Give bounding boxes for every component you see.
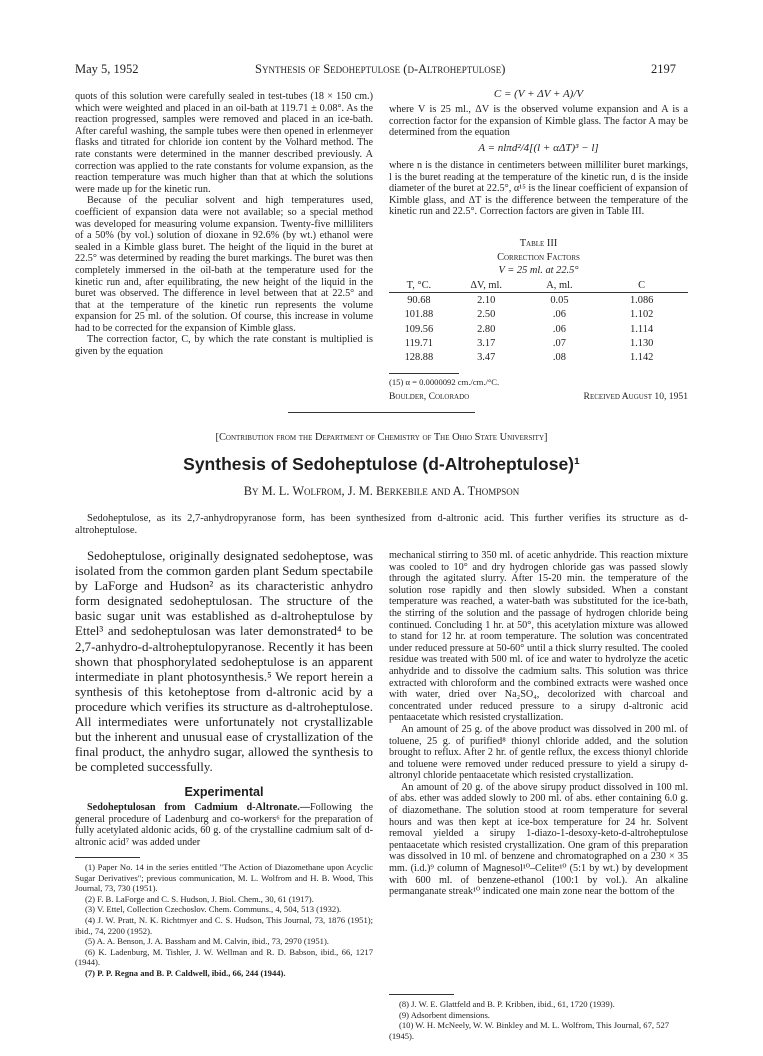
column-header: ΔV, ml.: [470, 279, 502, 291]
table-subtitle: Correction Factors: [497, 252, 580, 263]
footnote-rule: [389, 994, 454, 995]
footnote: (7) P. P. Regna and B. P. Caldwell, ibid., 66, 244 (1944).: [85, 967, 286, 978]
table-row: [389, 308, 688, 322]
table-cell: .07: [552, 337, 566, 349]
column-header: C: [638, 279, 646, 291]
section-heading-experimental: Experimental: [184, 785, 264, 799]
paragraph: An amount of 20 g. of the above sirupy product dissolved in 100 ml. of abs. ether was added slowly to 200 ml. of abs. ether containing 6.0 g. of diazomethane. The solution stood at room temperature for several hours and was then kept at ice-box temperature for 24 hr. Solvent removal yielded a sirupy 1-diazo-1-desoxy-keto-d-altroheptulose pentaacetate which resisted crystallization. One gram of this preparation was dissolved in 10 ml. of benzene and chromatographed on a 230 × 35 mm. (i.d.)⁹ column of Magnesol¹⁰–Celite¹⁰ (5:1 by wt.) by development with 600 ml. of benzene-ethanol (100:1 by vol.). An alkaline permanganate streak¹⁰ indicated one main zone near the bottom of the: [389, 781, 688, 898]
correction-factors-table: [389, 278, 688, 365]
table-cell: 119.71: [404, 337, 433, 349]
table-condition: V = 25 ml. at 22.5°: [498, 265, 579, 276]
lower-left-column: [75, 549, 373, 979]
footnote: (4) J. W. Pratt, N. K. Richtmyer and C. S. Hudson, This Journal, 73, 1876 (1951); ibid., 74, 2200 (1952).: [75, 914, 373, 936]
table-cell: 1.142: [629, 352, 654, 364]
paragraph: An amount of 25 g. of the above product was dissolved in 200 ml. of toluene, 25 g. of purified⁸ thionyl chloride added, and the solution brought to reflux. After 2 hr. of gentle reflux, the excess thionyl chloride and toluene were removed under reduced pressure to yield a sirupy d-altronyl chloride pentaacetate which resisted crystallization.: [389, 723, 688, 782]
experimental-paragraph: [75, 802, 373, 850]
footnote-rule: [75, 857, 140, 858]
paragraph: The correction factor, C, by which the rate constant is multiplied is given by the equation: [75, 334, 373, 358]
table-cell: 1.130: [629, 337, 654, 349]
table-header-row: [389, 278, 688, 292]
table-cell: 109.56: [404, 323, 434, 335]
footnotes: [389, 999, 688, 1041]
table-cell: .06: [552, 323, 566, 335]
authors: By M. L. Wolfrom, J. M. Berkebile and A. Thompson: [243, 484, 520, 498]
paragraph: where V is 25 ml., ΔV is the observed volume expansion and A is a correction factor for the expansion of Kimble glass. The factor A may be determined from the equation: [389, 104, 688, 139]
experimental-subheading: Sedoheptulosan from Cadmium d-Altronate.—: [87, 802, 310, 813]
table-cell: .06: [552, 309, 566, 321]
place: Boulder, Colorado: [389, 391, 470, 403]
intro-paragraph: Sedoheptulose, originally designated sedoheptose, was isolated from the common garden plant Sedum spectabile by LaForge and Hudson² as its characteristic anhydro form designated sedoheptulosan. The structure of the basic sugar unit was established as d-altroheptulose by Ettel³ and sedoheptulosan was later demonstrated⁴ to be 2,7-anhydro-d-altroheptulopyranose. Recently it has been shown that phosphorylated sedoheptulose is an apparent intermediate in plant photosynthesis.⁵ We report herein a synthesis of this ketoheptose from d-altronic acid by a procedure which verifies its structure as d-altroheptulose. All intermediates were unfortunately not crystallizable but the inherent and unusual ease of crystallization of the final product, the anhydro sugar, allowed the synthesis to be completed successfully.: [75, 549, 373, 775]
contribution-line: [Contribution from the Department of Chemistry of The Ohio State University]: [215, 432, 548, 443]
header-date: May 5, 1952: [75, 62, 139, 76]
table-cell: 2.10: [477, 294, 496, 306]
table-cell: 3.47: [477, 352, 496, 364]
top-left-column: [75, 91, 373, 391]
footnote: (2) F. B. LaForge and C. S. Hudson, J. Biol. Chem., 30, 61 (1917).: [85, 893, 314, 904]
footnote: (1) Paper No. 14 in the series entitled "The Action of Diazomethane upon Acyclic Sugar Derivatives"; previous communication, M. L. Wolfrom and H. B. Wood, This Journal, 73, 730 (1951).: [75, 862, 373, 894]
table-cell: 0.05: [550, 294, 569, 306]
table-cell: 128.88: [404, 352, 434, 364]
table-cell: 1.086: [629, 294, 654, 306]
footnote-rule: [389, 373, 459, 374]
column-header: T, °C.: [406, 279, 432, 291]
footnote: (8) J. W. E. Glattfeld and B. P. Kribben, ibid., 61, 1720 (1939).: [399, 999, 615, 1009]
article-title: Synthesis of Sedoheptulose (d-Altroheptulose)¹: [183, 454, 580, 474]
table-cell: 1.102: [629, 309, 654, 321]
received-date: Received August 10, 1951: [583, 391, 688, 403]
footnote: (10) W. H. McNeely, W. W. Binkley and M. L. Wolfrom, This Journal, 67, 527 (1945).: [389, 1020, 670, 1041]
footnote: (5) A. A. Benson, J. A. Bassham and M. Calvin, ibid., 73, 2970 (1951).: [85, 936, 329, 947]
article-divider: [288, 412, 475, 413]
table-row: [389, 293, 688, 307]
experimental-text: Following the general procedure of Ladenburg and co-workers⁶ for the preparation of fully acetylated aldonic acids, 60 g. of the crystalline cadmium salt of d-altronic acid⁷ was added under: [75, 802, 373, 848]
footnote: (15) α = 0.0000092 cm./cm./°C.: [389, 376, 500, 387]
equation-correction-factor: C = (V + ΔV + A)/V: [493, 88, 584, 100]
table-cell: .08: [552, 352, 566, 364]
table-row: [389, 322, 688, 336]
paragraph: quots of this solution were carefully sealed in test-tubes (18 × 150 cm.) which were weighted and placed in an oil-bath at 119.71 ± 0.08°. As the reaction progressed, samples were removed and placed in an ice-bath. After careful washing, the sample tubes were then opened in erlenmeyer flasks and titrated for chloride ion content by the Volhard method. The rate constants were determined in the manner described previously. A correction was applied to the rate constants for volume expansion, as the reaction temperature was much higher than that at which the solutions were made up for the kinetic run.: [75, 91, 373, 195]
table-row: [389, 336, 688, 350]
table-title: Table III: [519, 238, 558, 249]
table-cell: 3.17: [477, 337, 496, 349]
paragraph: Because of the peculiar solvent and high temperatures used, coefficient of expansion data were not available; so a special method was developed for measuring volume expansion. Twenty-five milliliters of a 50% (by vol.) solution of dioxane in 92.6% (by wt.) ethanol were sealed in a Kimble glass buret. The height of the liquid in the buret at 22.5° was determined by reading the buret markings. The buret was then completely immersed in the oil-bath at the temperature used for the kinetic run and, after equilibrating, the new height of the liquid in the buret was observed. The difference in level between that at 22.5° and that at the temperature of the kinetic run represents the volume expansion for 25 ml. of the solution. Of course, this increase in volume had to be corrected for the expansion of Kimble glass.: [75, 195, 373, 334]
table-cell: 2.80: [477, 323, 496, 335]
lower-right-column: [389, 550, 688, 1041]
column-header: A, ml.: [546, 279, 573, 291]
table-row: [389, 350, 688, 364]
footnote: (3) V. Ettel, Collection Czechoslov. Chem. Communs., 4, 504, 513 (1932).: [85, 904, 342, 915]
page-number: 2197: [651, 62, 676, 76]
paragraph: mechanical stirring to 350 ml. of acetic anhydride. This reaction mixture was cooled to 10° and dry hydrogen chloride gas was passed slowly through the agitated slurry. After 15-20 min. the temperature of the solution rose rapidly and then slowly subsided. When a constant temperature was reached, a water-bath was substituted for the ice-bath, the stirring of the solution and the passage of hydrogen chloride being continued. Concluding 1 hr. at 50°, this acetylation mixture was allowed to stand for 12 hr. at room temperature. The solution was concentrated under reduced pressure at 50-60° until a thick slurry resulted. The cooled residue was treated with 500 ml. of ice and water to hydrolyze the acetic anhydride and to dissolve the cadmium salts. This solution was thrice extracted with chloroform and the combined extracts were washed once with water, dried over Na₂SO₄, decolorized with charcoal and concentrated under reduced pressure to a sirupy d-altronic acid pentaacetate which resisted crystallization.: [389, 550, 688, 724]
table-cell: 90.68: [407, 294, 431, 306]
equation-glass-correction: A = nlπd²/4[(l + αΔT)³ − l]: [478, 142, 599, 154]
table-cell: 2.50: [477, 309, 496, 321]
table-cell: 1.114: [630, 323, 654, 335]
table-cell: 101.88: [404, 309, 434, 321]
footnote: (6) K. Ladenburg, M. Tishler, J. W. Wellman and R. D. Babson, ibid., 66, 1217 (1944).: [75, 946, 373, 968]
abstract: Sedoheptulose, as its 2,7-anhydropyranose form, has been synthesized from d-altronic acid. This further verifies its structure as d-altroheptulose.: [75, 513, 688, 537]
footnote: (9) Adsorbent dimensions.: [399, 1009, 490, 1020]
paragraph: where n is the distance in centimeters between milliliter buret markings, l is the buret reading at the temperature of the kinetic run, d is the inside diameter of the buret at 22.5°, α¹⁵ is the linear coefficient of expansion of Kimble glass, and ΔT is the difference between the temperature of the kinetic run and 22.5°. Correction factors are given in Table III.: [389, 160, 688, 218]
footnotes: [75, 862, 373, 979]
running-title: Synthesis of Sedoheptulose (d-Altroheptulose): [255, 62, 506, 76]
top-right-column: [389, 88, 688, 405]
